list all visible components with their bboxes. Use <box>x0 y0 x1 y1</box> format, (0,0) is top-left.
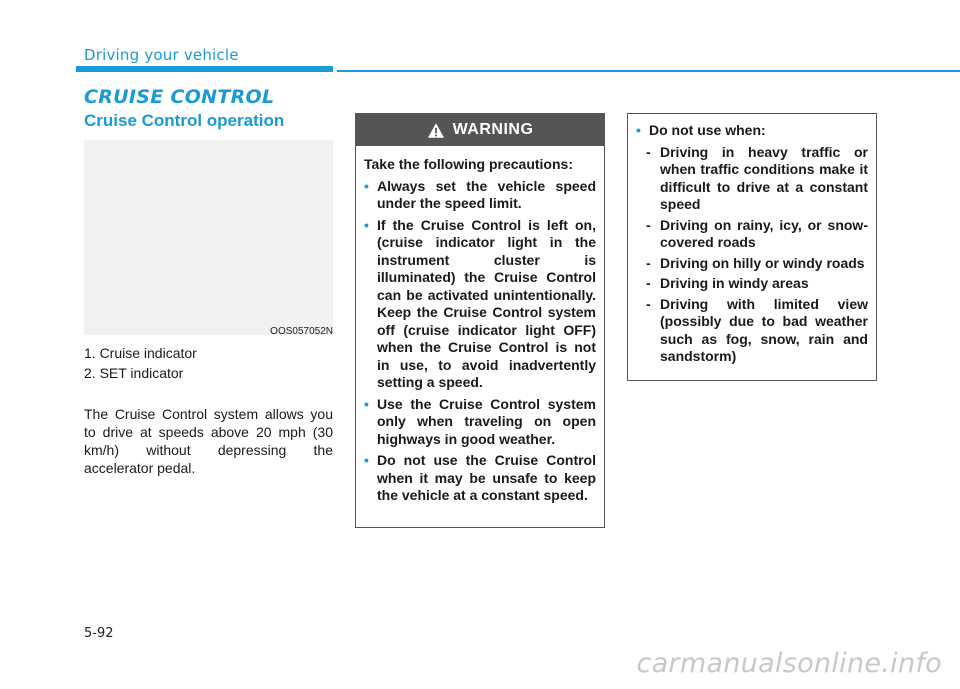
legend-item: 2. SET indicator <box>84 365 184 381</box>
condition-item: - Driving on rainy, icy, or snow-covered roads <box>646 216 868 250</box>
bullet-icon: • <box>364 216 369 233</box>
bullet-icon: • <box>636 122 641 138</box>
condition-text: Driving on hilly or windy roads <box>660 254 865 271</box>
warning-item-text: Use the Cruise Control system only when traveling on open highways in good weather. <box>377 395 596 447</box>
warning-continued-box <box>627 113 877 381</box>
header-rule-thick <box>76 66 333 72</box>
condition-text: Driving in windy areas <box>660 275 809 291</box>
bullet-icon: • <box>364 177 369 194</box>
bullet-icon: • <box>364 452 369 468</box>
figure-legend <box>84 343 197 383</box>
warning-continued-list <box>636 122 868 140</box>
bullet-icon: • <box>364 395 369 412</box>
warning-header <box>356 114 604 146</box>
warning-item <box>364 217 596 392</box>
warning-continued-item <box>636 122 868 140</box>
condition-text: Driving with limited view (possibly due to bad weather such as fog, snow, rain and sandstorm) <box>660 295 868 364</box>
warning-title: WARNING <box>452 121 534 138</box>
condition-item: - Driving in windy areas <box>646 275 809 291</box>
figure-code: OOS057052N <box>270 326 333 337</box>
body-paragraph: The Cruise Control system allows you to drive at speeds above 20 mph (30 km/h) without depressing the accelerator pedal. <box>84 406 333 476</box>
legend-item: 1. Cruise indicator <box>84 345 197 361</box>
page-number: 5-92 <box>84 626 114 641</box>
figure-image <box>84 140 333 335</box>
warning-item-text: Do not use the Cruise Control when it may be unsafe to keep the vehicle at a constant speed. <box>377 452 596 503</box>
warning-body <box>356 146 604 505</box>
condition-text: Driving in heavy traffic or when traffic conditions make it difficult to drive at a constant speed <box>660 143 868 212</box>
warning-item-text: If the Cruise Control is left on, (cruise indicator light in the instrument cluster is illuminated) the Cruise Control can be activated unintentionally. Keep the Cruise Control system off (cruise indicator light OFF) when the Cruise Control is not in use, to avoid inadvertently setting a speed. <box>377 216 596 390</box>
watermark: carmanualsonline.info <box>636 648 942 679</box>
warning-item <box>364 178 596 213</box>
condition-item: - Driving on hilly or windy roads <box>646 254 865 271</box>
header-rule-thin <box>337 70 960 72</box>
warning-continued-lead: Do not use when: <box>649 122 766 138</box>
warning-item-text: Always set the vehicle speed under the speed limit. <box>377 177 596 211</box>
section-title: CRUISE CONTROL <box>84 86 275 108</box>
warning-intro: Take the following precautions: <box>364 156 573 172</box>
warning-item <box>364 396 596 449</box>
condition-item: - Driving in heavy traffic or when traffic conditions make it difficult to drive at a constant speed <box>646 143 868 212</box>
warning-box <box>355 113 605 528</box>
condition-list <box>636 144 868 366</box>
warning-item <box>364 452 596 505</box>
subsection-title: Cruise Control operation <box>84 111 285 130</box>
warning-triangle-icon <box>427 122 445 139</box>
condition-text: Driving on rainy, icy, or snow-covered roads <box>660 216 868 250</box>
running-header: Driving your vehicle <box>84 46 239 64</box>
warning-continued-body <box>628 114 876 366</box>
condition-item: - Driving with limited view (possibly due to bad weather such as fog, snow, rain and sandstorm) <box>646 295 868 364</box>
warning-list <box>364 178 596 505</box>
